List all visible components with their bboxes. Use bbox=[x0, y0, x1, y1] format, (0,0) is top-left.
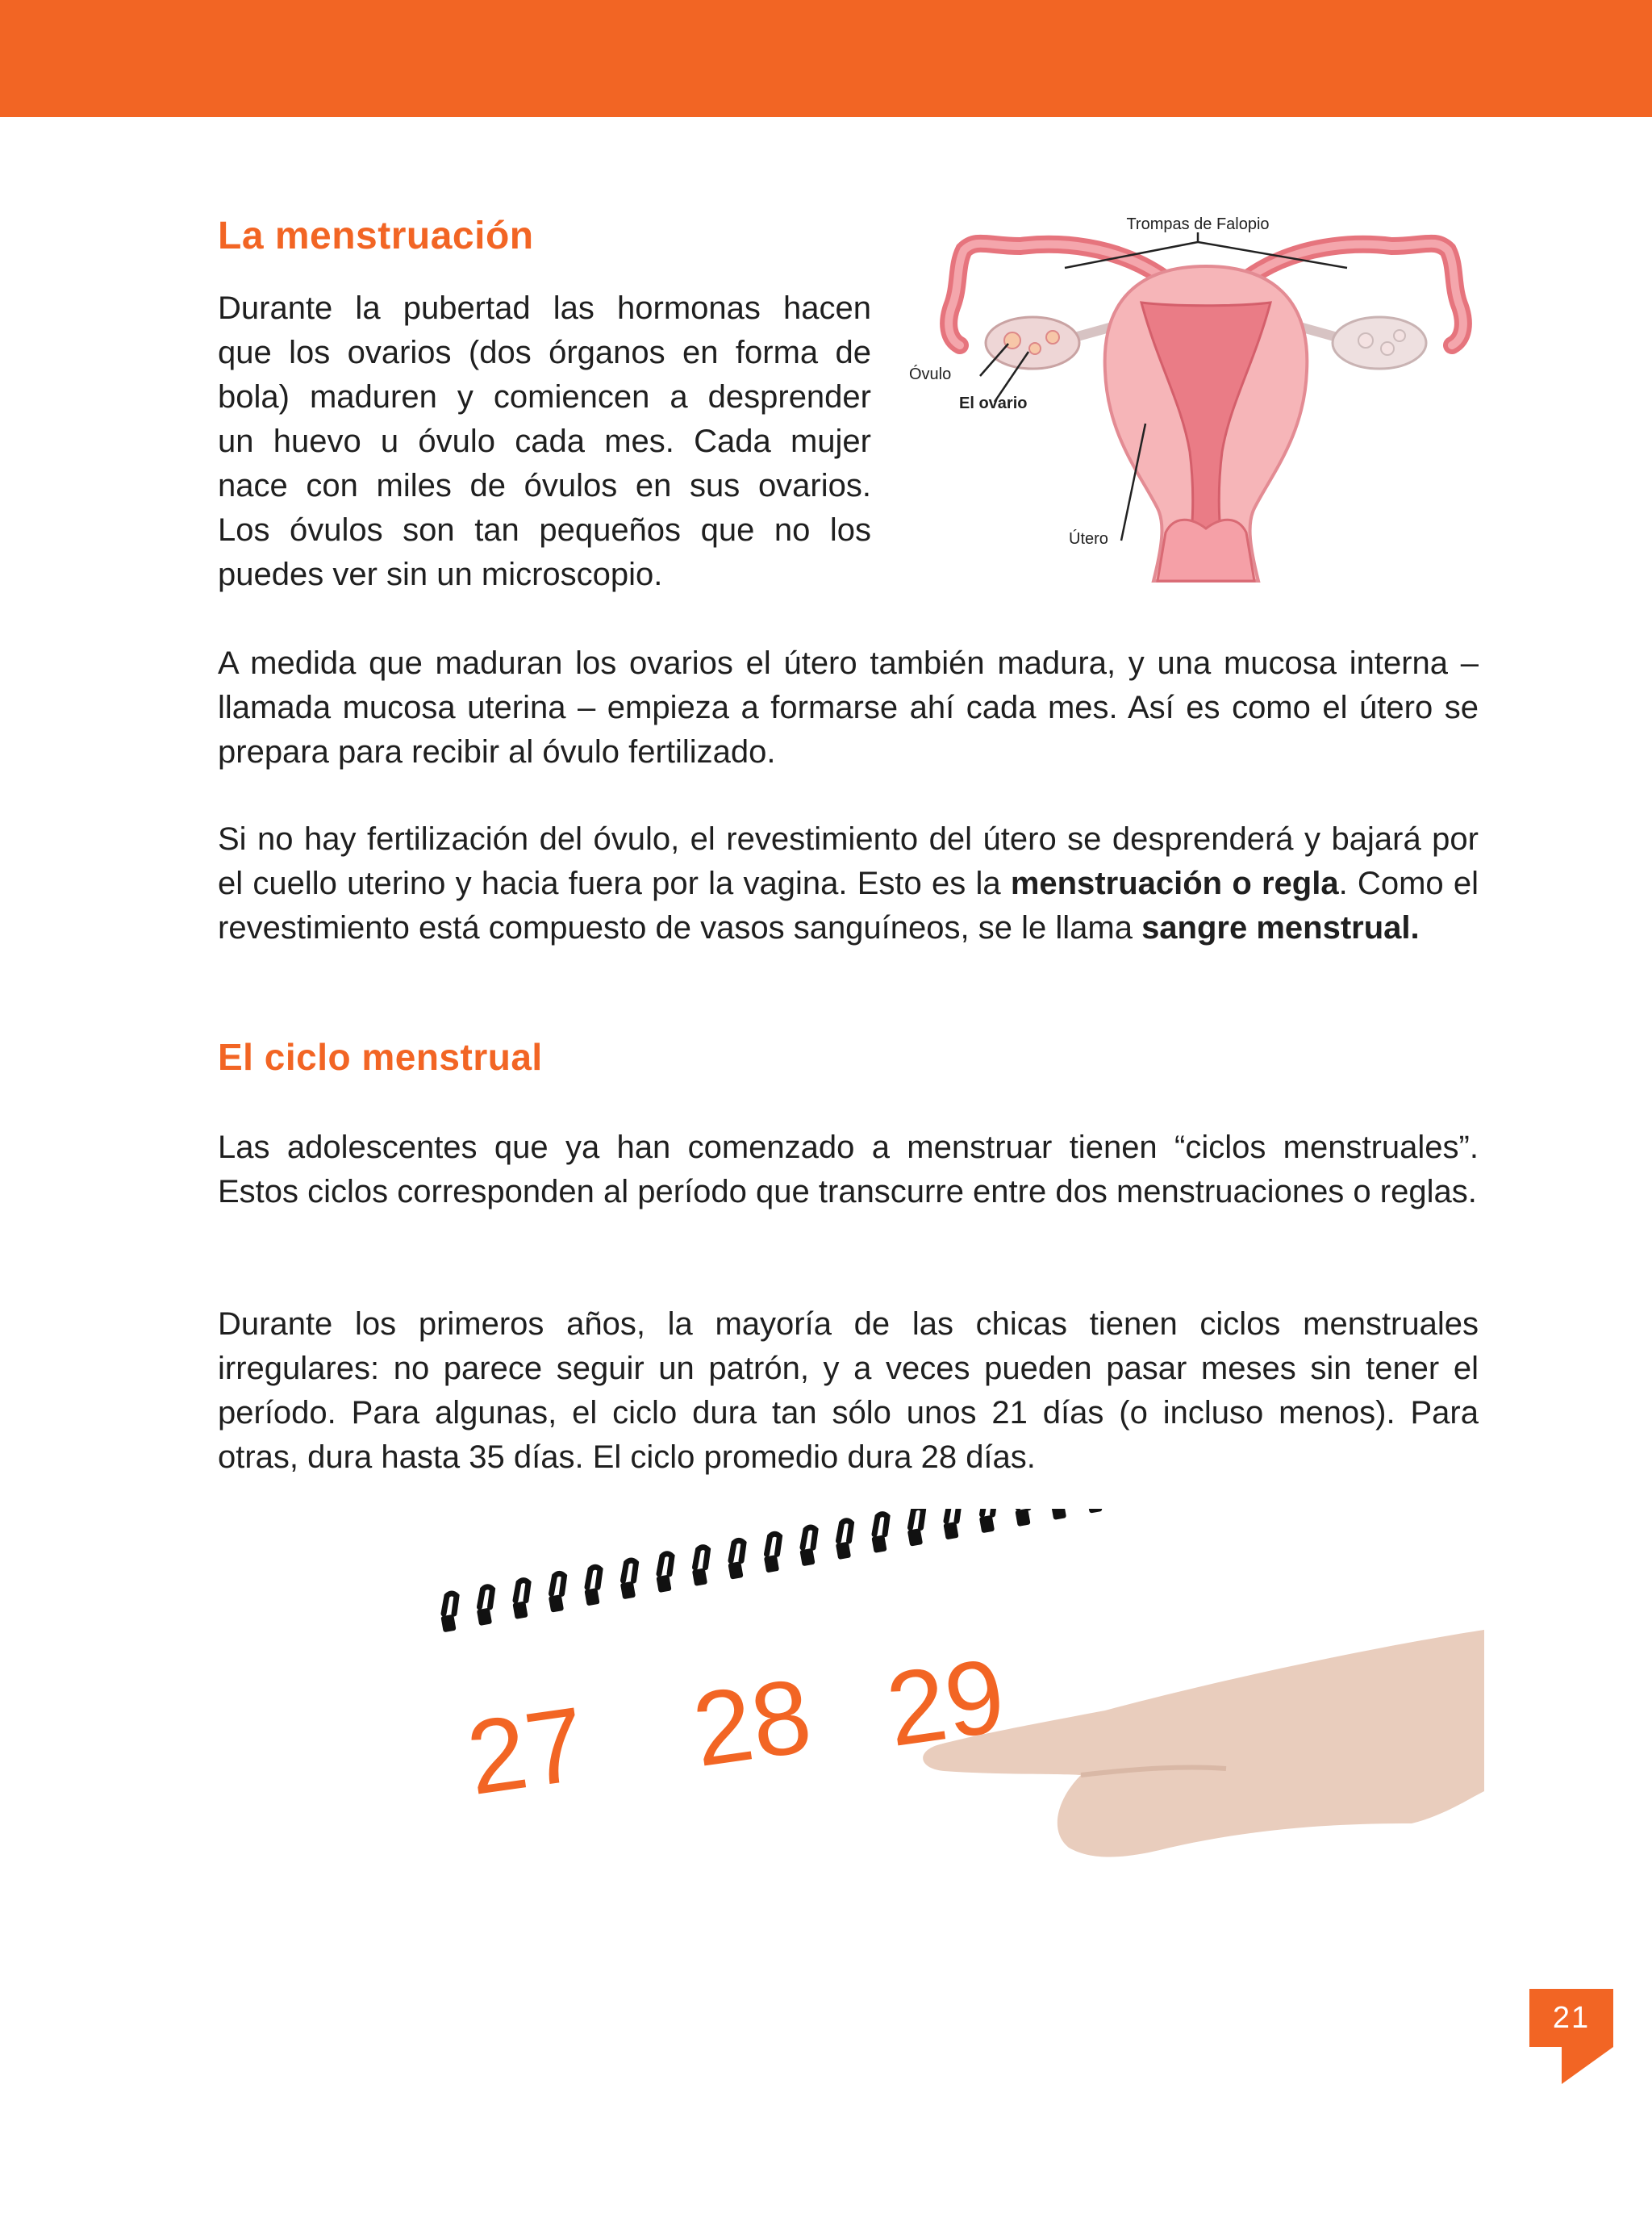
spiral-ring bbox=[803, 1527, 816, 1548]
spiral-hole bbox=[620, 1581, 636, 1599]
intro-line: Durante la pubertad las hormonas hacen bbox=[218, 290, 871, 326]
spiral-hole bbox=[512, 1601, 528, 1619]
heading-menstruacion: La menstruación bbox=[218, 215, 534, 257]
spiral-ring bbox=[695, 1548, 708, 1568]
spiral-ring bbox=[515, 1581, 528, 1601]
calendar-spiral-binding bbox=[440, 1509, 1282, 1632]
intro-line: que los ovarios (dos órganos en forma de bbox=[218, 335, 871, 370]
calendar-day-27: 27 bbox=[460, 1684, 593, 1818]
spiral-hole bbox=[943, 1522, 958, 1539]
spiral-hole bbox=[656, 1575, 671, 1593]
bold-term-sangre: sangre menstrual. bbox=[1141, 910, 1420, 946]
spiral-ring bbox=[767, 1534, 780, 1554]
page-badge-tail bbox=[1562, 2047, 1613, 2084]
intro-line: Los óvulos son tan pequeños que no los bbox=[218, 512, 871, 548]
intro-line: puedes ver sin un microscopio. bbox=[218, 557, 663, 592]
paragraph-regla bbox=[218, 817, 1479, 950]
spiral-ring bbox=[552, 1573, 565, 1594]
bold-term-menstruacion: menstruación o regla bbox=[1010, 866, 1339, 901]
calendar-day-28: 28 bbox=[686, 1656, 819, 1790]
calendar-day-29: 29 bbox=[879, 1635, 1012, 1769]
intro-paragraph bbox=[218, 286, 871, 597]
intro-line: un huevo u óvulo cada mes. Cada mujer bbox=[218, 424, 871, 459]
paragraph-irregulares: Durante los primeros años, la mayoría de las chicas tienen ciclos menstruales irregulares: no parece seguir un patrón, y a veces pueden pasar meses sin tener el período. Para algunas, el ciclo dura tan sólo unos 21 días (o incluso menos). Para otras, dura hasta 35 días. El ciclo promedio dura 28 días. bbox=[218, 1306, 1479, 1475]
spiral-hole bbox=[979, 1515, 995, 1533]
spiral-ring bbox=[911, 1509, 924, 1527]
spiral-ring bbox=[659, 1554, 672, 1574]
label-ovario: El ovario bbox=[959, 395, 1028, 412]
text-span: Si no hay fertilización del óvulo, el revestimiento del útero se desprenderá y bajará por el cuello uterino y hacia fuera por la vagina. Esto es la bbox=[218, 821, 1479, 901]
spiral-hole bbox=[799, 1548, 815, 1566]
label-ovulo: Óvulo bbox=[909, 365, 952, 383]
spiral-hole bbox=[477, 1608, 492, 1626]
top-color-band bbox=[0, 0, 1652, 117]
spiral-hole bbox=[764, 1555, 779, 1573]
spiral-ring bbox=[731, 1540, 744, 1560]
spiral-hole bbox=[549, 1594, 564, 1612]
spiral-hole bbox=[1051, 1509, 1066, 1520]
spiral-hole bbox=[692, 1568, 707, 1585]
spiral-ring bbox=[624, 1560, 636, 1581]
page-number-badge: 21 bbox=[1529, 1989, 1613, 2047]
spiral-ring bbox=[839, 1521, 852, 1541]
spiral-hole bbox=[584, 1588, 599, 1606]
spiral-hole bbox=[836, 1542, 851, 1560]
spiral-ring bbox=[480, 1587, 493, 1607]
spiral-ring bbox=[874, 1514, 887, 1535]
reproductive-system-diagram bbox=[899, 210, 1472, 597]
label-trompas: Trompas de Falopio bbox=[1126, 215, 1270, 233]
heading-ciclo-menstrual: El ciclo menstrual bbox=[218, 1036, 543, 1078]
intro-line: bola) maduren y comiencen a desprender bbox=[218, 379, 871, 415]
label-utero: Útero bbox=[1069, 530, 1108, 548]
spiral-hole bbox=[728, 1561, 743, 1579]
spiral-hole bbox=[1015, 1509, 1030, 1527]
spiral-hole bbox=[1087, 1509, 1102, 1514]
paragraph-ciclos: Las adolescentes que ya han comenzado a menstruar tienen “ciclos menstruales”. Estos ciclos corresponden al período que transcurre entre dos menstruaciones o reglas. bbox=[218, 1130, 1479, 1209]
pointing-hand bbox=[923, 1630, 1484, 1857]
spiral-ring bbox=[946, 1509, 959, 1521]
spiral-hole bbox=[440, 1614, 456, 1632]
calendar-illustration bbox=[411, 1509, 1484, 1928]
intro-line: nace con miles de óvulos en sus ovarios. bbox=[218, 468, 871, 503]
spiral-hole bbox=[871, 1535, 886, 1552]
paragraph-mucosa: A medida que maduran los ovarios el útero también madura, y una mucosa interna – llamada mucosa uterina – empieza a formarse ahí cada mes. Así es como el útero se prepara para recibir al óvulo fertilizado. bbox=[218, 645, 1479, 770]
spiral-ring bbox=[444, 1594, 457, 1614]
spiral-ring bbox=[982, 1509, 995, 1514]
spiral-ring bbox=[587, 1567, 600, 1587]
spiral-hole bbox=[907, 1528, 923, 1546]
text-span: . Como el revestimiento está compuesto de vasos sanguíneos, se le llama bbox=[218, 866, 1479, 946]
